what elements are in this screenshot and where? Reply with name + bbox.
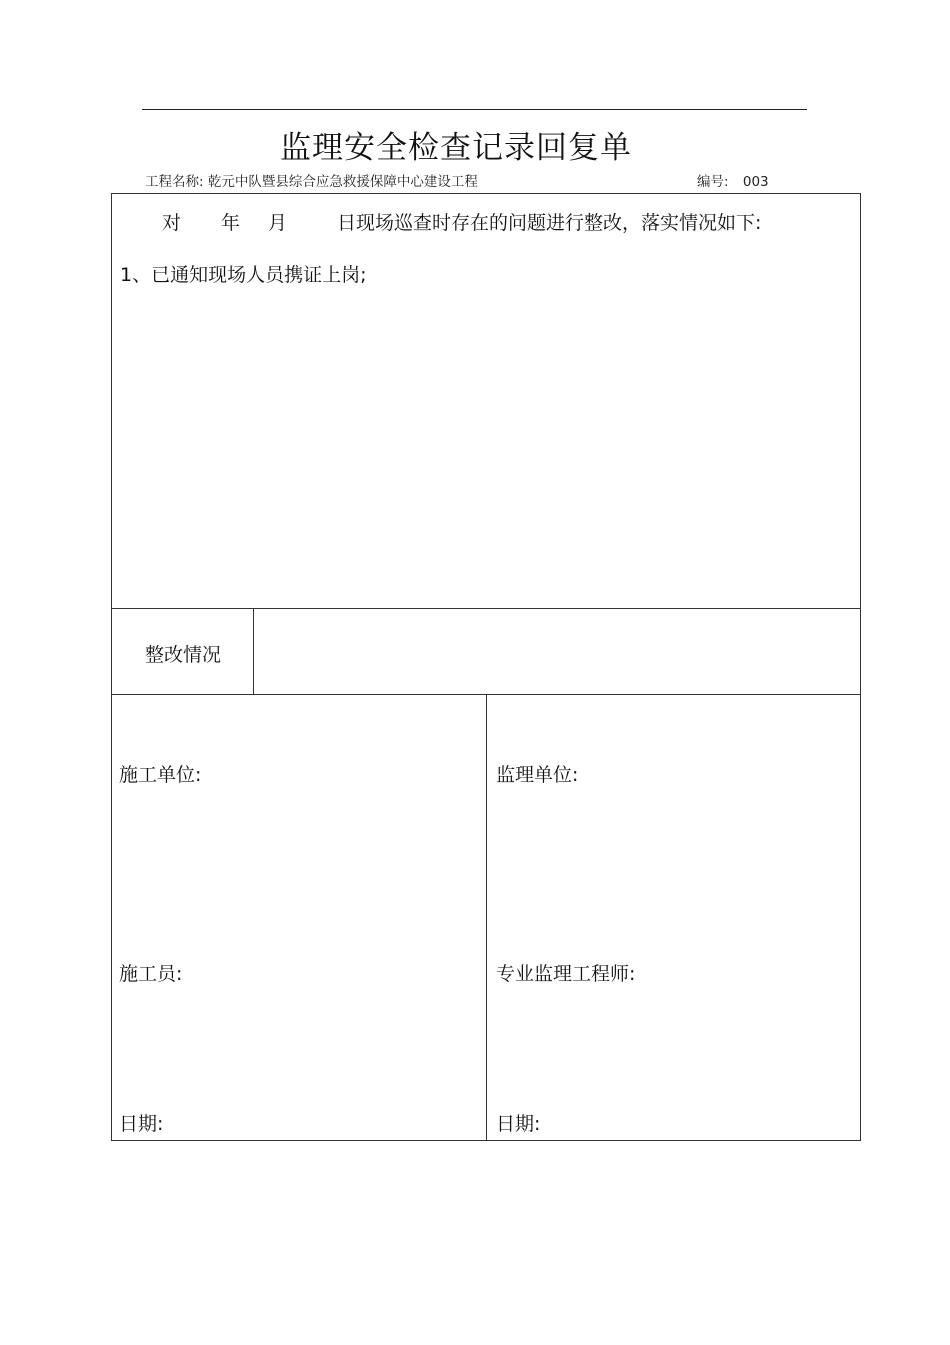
supervision-unit-label: 监理单位: [496, 764, 579, 786]
project-name: 乾元中队暨县综合应急救援保障中心建设工程 [207, 174, 478, 190]
intro-month: 月 [268, 212, 288, 234]
document-title: 监理安全检查记录回复单 [280, 130, 632, 166]
document-number [697, 170, 769, 190]
list-item: 1、已通知现场人员携证上岗; [120, 264, 367, 286]
reply-form-table [111, 193, 861, 1141]
row-divider [112, 608, 860, 609]
rectification-label: 整改情况 [144, 643, 221, 666]
header-rule [142, 109, 807, 110]
project-label: 工程名称: [145, 174, 204, 190]
intro-suffix: 日现场巡查时存在的问题进行整改，落实情况如下: [337, 212, 762, 234]
number-label: 编号: [697, 174, 729, 190]
column-divider [486, 695, 487, 1141]
number-value: 003 [742, 174, 769, 190]
engineer-label: 专业监理工程师: [496, 963, 636, 985]
intro-year: 年 [221, 212, 241, 234]
intro-prefix: 对 [162, 212, 182, 234]
column-divider [253, 609, 254, 695]
contractor-unit-label: 施工单位: [119, 764, 202, 786]
date-label-right: 日期: [496, 1113, 541, 1135]
date-label-left: 日期: [119, 1113, 164, 1135]
constructor-label: 施工员: [119, 963, 183, 985]
project-info [145, 170, 478, 190]
intro-statement [162, 208, 761, 235]
